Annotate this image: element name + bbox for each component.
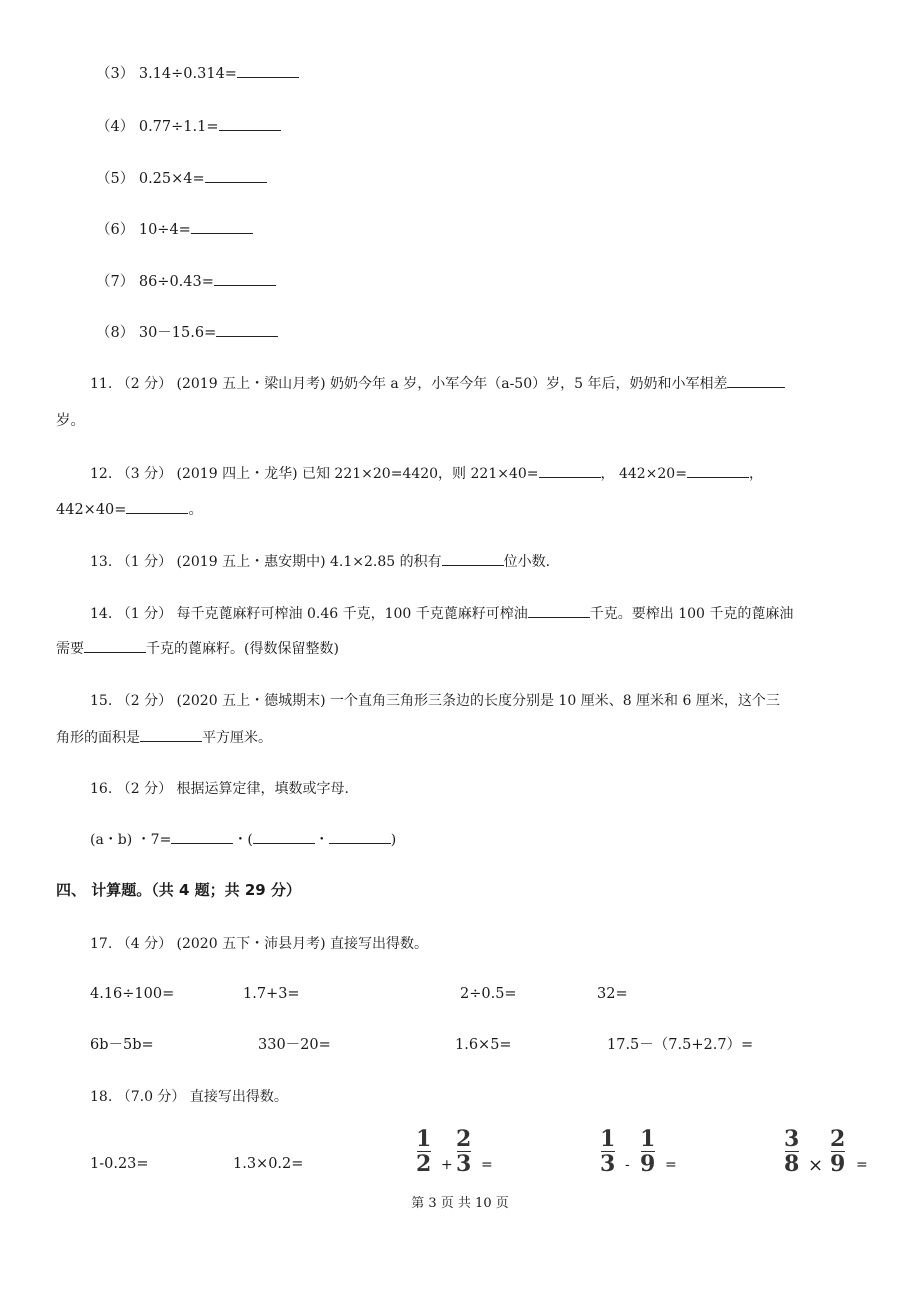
answer-blank[interactable] [253,830,315,844]
answer-blank[interactable] [216,323,278,337]
question-12: 12. （3 分） (2019 四上・龙华) 已知 221×20=4420，则 221×40= ， 442×20= ， [90,466,763,482]
question-11-continued: 岁。 [56,413,85,429]
operator: + [441,1157,453,1173]
answer-blank[interactable] [140,728,202,742]
question-14-continued: 需要 千克的蓖麻籽。(得数保留整数) [56,641,339,657]
q18-expr: 1-0.23= [90,1156,149,1172]
item-4: （4） 0.77÷1.1= [96,117,281,137]
item-8: （8） 30－15.6= [96,323,278,343]
item-5: （5） 0.25×4= [96,169,267,189]
question-11: 11. （2 分） (2019 五上・梁山月考) 奶奶今年 a 岁，小军今年（a-50）岁，5 年后，奶奶和小军相差 [90,374,785,394]
item-6: （6） 10÷4= [96,220,253,240]
fraction: 1 9 [640,1126,656,1177]
answer-blank[interactable] [539,464,601,478]
answer-blank[interactable] [219,117,281,131]
question-12-continued: 442×40= 。 [56,502,203,518]
question-17: 17. （4 分） (2020 五下・沛县月考) 直接写出得数。 [90,936,428,952]
q17-expr: 2÷0.5= [460,986,517,1002]
answer-blank[interactable] [727,374,785,388]
q17-expr: 330－20= [258,1037,331,1053]
equals: = [856,1157,868,1173]
q17-expr: 4.16÷100= [90,986,175,1002]
q17-expr: 1.6×5= [455,1037,512,1053]
q17-expr: 6b－5b= [90,1037,154,1053]
q17-expr: 17.5－（7.5+2.7）= [607,1037,754,1053]
answer-blank[interactable] [205,169,267,183]
q17-expr: 1.7+3= [243,986,300,1002]
question-16: 16. （2 分） 根据运算定律，填数或字母. [90,781,349,797]
fraction: 3 8 [784,1126,800,1177]
q17-expr: 32= [597,986,628,1002]
question-15: 15. （2 分） (2020 五上・德城期末) 一个直角三角形三条边的长度分别是 10 厘米、8 厘米和 6 厘米，这个三 [90,693,780,709]
answer-blank[interactable] [442,552,504,566]
answer-blank[interactable] [126,500,188,514]
operator: × [808,1155,824,1176]
answer-blank[interactable] [687,464,749,478]
question-18: 18. （7.0 分） 直接写出得数。 [90,1089,288,1105]
question-16-expression: (a・b) ・7= ・( ・ ) [90,832,397,848]
equals: = [481,1157,493,1173]
fraction: 2 3 [456,1126,472,1177]
answer-blank[interactable] [191,220,253,234]
q18-expr: 1.3×0.2= [233,1156,304,1172]
answer-blank[interactable] [84,639,146,653]
answer-blank[interactable] [329,830,391,844]
question-14: 14. （1 分） 每千克蓖麻籽可榨油 0.46 千克，100 千克蓖麻籽可榨油 千克。要榨出 100 千克的蓖麻油 [90,606,794,622]
fraction: 2 9 [830,1126,846,1177]
answer-blank[interactable] [214,272,276,286]
question-15-continued: 角形的面积是 平方厘米。 [56,730,272,746]
section-heading-4: 四、 计算题。（共 4 题；共 29 分） [56,881,301,899]
fraction: 1 2 [416,1126,432,1177]
answer-blank[interactable] [528,604,590,618]
equals: = [665,1157,677,1173]
question-13: 13. （1 分） (2019 五上・惠安期中) 4.1×2.85 的积有 位小数. [90,554,551,570]
answer-blank[interactable] [237,64,299,78]
answer-blank[interactable] [171,830,233,844]
operator: - [625,1157,630,1173]
item-3: （3） 3.14÷0.314= [96,64,299,84]
page-footer: 第 3 页 共 10 页 [411,1196,509,1211]
fraction: 1 3 [600,1126,616,1177]
item-7: （7） 86÷0.43= [96,272,276,292]
